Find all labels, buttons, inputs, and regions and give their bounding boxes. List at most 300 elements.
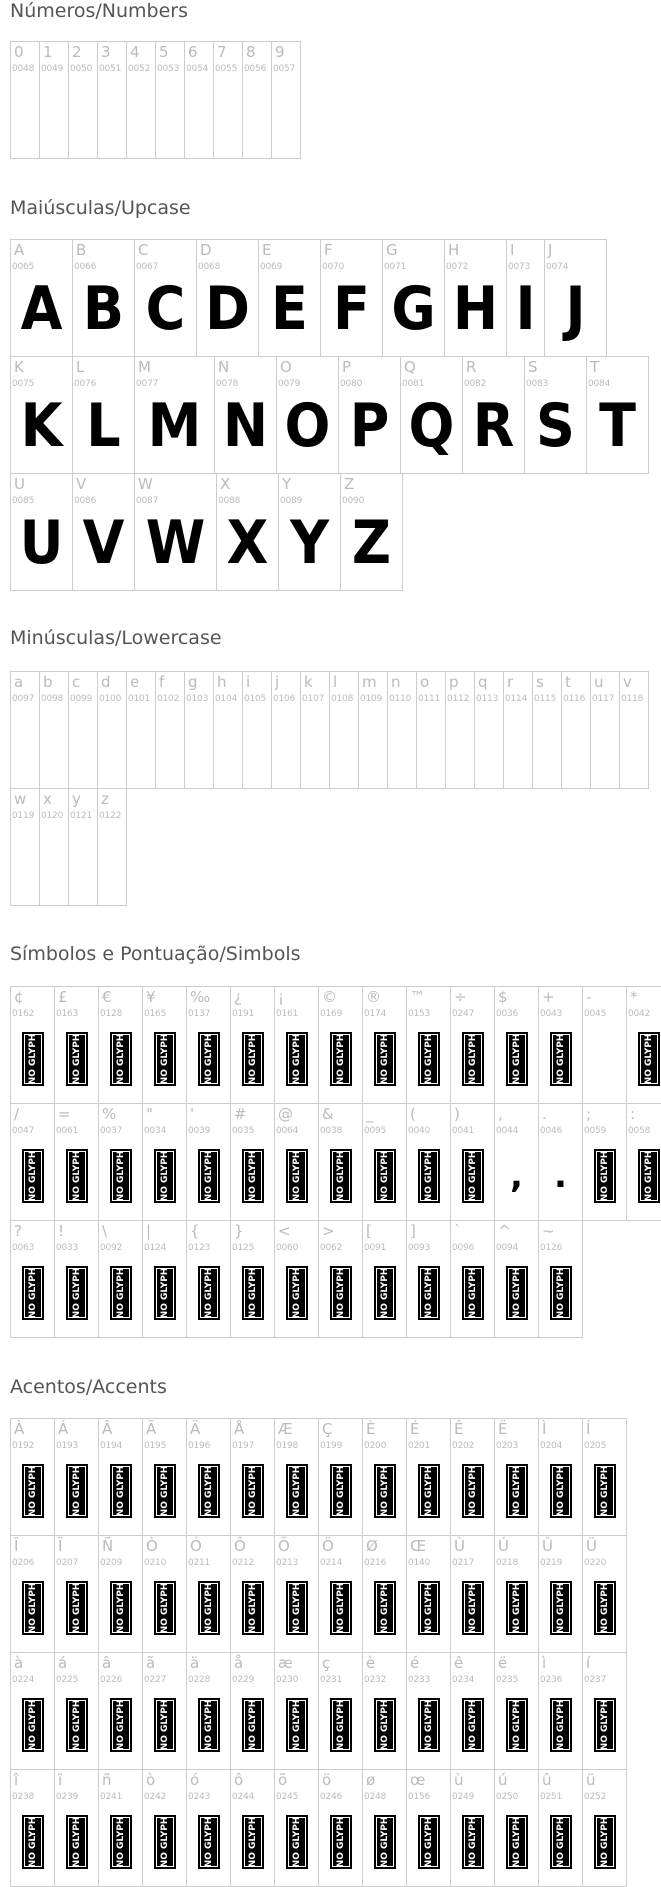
char-code: 0058	[628, 1126, 651, 1136]
glyph-cell	[230, 1652, 275, 1770]
glyph-cell	[72, 473, 135, 591]
char-code: 0082	[464, 379, 487, 389]
character-label: A	[14, 241, 25, 259]
glyph-preview: Y	[289, 508, 330, 578]
glyph-cell	[97, 788, 127, 906]
char-code: 0191	[232, 1009, 255, 1019]
character-label: Á	[58, 1420, 69, 1438]
character-label: I	[510, 241, 515, 259]
glyph-cell	[274, 1103, 319, 1221]
glyph-preview: O	[284, 391, 331, 461]
char-code: 0040	[408, 1126, 431, 1136]
char-code: 0081	[402, 379, 425, 389]
glyph-cell	[186, 1652, 231, 1770]
glyph-cell	[230, 1535, 275, 1653]
no-glyph-icon	[242, 1266, 264, 1320]
glyph-cell	[274, 986, 319, 1104]
glyph-cell	[155, 671, 185, 789]
char-code: 0226	[100, 1675, 123, 1685]
char-code: 0156	[408, 1792, 431, 1802]
glyph-cell	[318, 1769, 363, 1887]
glyph-cell	[450, 1652, 495, 1770]
char-code: 0035	[232, 1126, 255, 1136]
char-code: 0107	[302, 694, 325, 704]
char-code: 0227	[144, 1675, 167, 1685]
glyph-cell	[494, 1418, 539, 1536]
no-glyph-icon	[22, 1581, 44, 1635]
glyph-cell	[318, 1535, 363, 1653]
glyph-cell	[362, 986, 407, 1104]
char-code: 0062	[320, 1243, 343, 1253]
char-code: 0210	[144, 1558, 167, 1568]
glyph-cell	[186, 1769, 231, 1887]
character-label: M	[138, 358, 151, 376]
no-glyph-icon	[242, 1032, 264, 1086]
character-label: 2	[72, 43, 82, 61]
char-code: 0036	[496, 1009, 519, 1019]
glyph-cell	[582, 1769, 627, 1887]
glyph-cell	[586, 356, 649, 474]
char-code: 0092	[100, 1243, 123, 1253]
glyph-cell	[155, 41, 185, 159]
char-code: 0218	[496, 1558, 519, 1568]
char-code: 0111	[418, 694, 441, 704]
no-glyph-icon	[286, 1266, 308, 1320]
glyph-cell	[274, 1418, 319, 1536]
char-code: 0084	[588, 379, 611, 389]
character-label: ú	[498, 1771, 508, 1789]
character-label: Y	[282, 475, 292, 493]
no-glyph-icon	[550, 1581, 572, 1635]
glyph-preview: E	[271, 274, 308, 344]
section-title: Números/Numbers	[10, 0, 188, 22]
char-code: 0104	[215, 694, 238, 704]
char-code: 0214	[320, 1558, 343, 1568]
character-label: á	[58, 1654, 68, 1672]
char-code: 0165	[144, 1009, 167, 1019]
no-glyph-icon	[22, 1149, 44, 1203]
character-label: ,	[498, 1105, 503, 1123]
character-label: G	[386, 241, 398, 259]
character-label: $	[498, 988, 508, 1006]
glyph-preview: N	[222, 391, 269, 461]
char-code: 0061	[56, 1126, 79, 1136]
no-glyph-icon	[286, 1032, 308, 1086]
char-code: 0078	[216, 379, 239, 389]
char-code: 0193	[56, 1441, 79, 1451]
char-code: 0114	[505, 694, 528, 704]
char-code: 0059	[584, 1126, 607, 1136]
glyph-cell	[450, 1535, 495, 1653]
character-label: L	[76, 358, 85, 376]
character-label: v	[623, 673, 632, 691]
char-code: 0041	[452, 1126, 475, 1136]
glyph-cell	[494, 1220, 539, 1338]
character-label: "	[146, 1105, 153, 1123]
glyph-preview: R	[472, 391, 515, 461]
no-glyph-icon	[110, 1032, 132, 1086]
character-label: ç	[322, 1654, 331, 1672]
glyph-cell	[184, 41, 214, 159]
character-label: -	[586, 988, 592, 1006]
char-code: 0112	[447, 694, 470, 704]
char-code: 0248	[364, 1792, 387, 1802]
char-code: 0211	[188, 1558, 211, 1568]
no-glyph-icon	[550, 1698, 572, 1752]
char-code: 0229	[232, 1675, 255, 1685]
character-label: y	[72, 790, 81, 808]
glyph-cell	[54, 1535, 99, 1653]
character-label: B	[76, 241, 87, 259]
glyph-cell	[214, 356, 277, 474]
character-label: Å	[234, 1420, 245, 1438]
character-label: Œ	[410, 1537, 427, 1555]
char-code: 0216	[364, 1558, 387, 1568]
no-glyph-icon	[374, 1698, 396, 1752]
char-code: 0051	[99, 64, 122, 74]
character-label: N	[218, 358, 230, 376]
char-code: 0232	[364, 1675, 387, 1685]
char-code: 0174	[364, 1009, 387, 1019]
glyph-cell	[10, 1418, 55, 1536]
character-label: Ù	[454, 1537, 465, 1555]
glyph-cell	[274, 1652, 319, 1770]
character-label: Ò	[146, 1537, 158, 1555]
glyph-preview: Z	[351, 508, 392, 578]
glyph-cell	[134, 473, 217, 591]
glyph-cell	[68, 671, 98, 789]
character-label: ©	[322, 988, 337, 1006]
character-label: Ì	[542, 1420, 547, 1438]
no-glyph-icon	[242, 1149, 264, 1203]
glyph-cell	[318, 986, 363, 1104]
glyph-cell	[406, 986, 451, 1104]
character-label: F	[324, 241, 333, 259]
glyph-cell	[10, 1103, 55, 1221]
character-label: t	[565, 673, 571, 691]
char-code: 0044	[496, 1126, 519, 1136]
no-glyph-icon	[462, 1581, 484, 1635]
character-label: ™	[410, 988, 425, 1006]
glyph-cell	[186, 986, 231, 1104]
char-code: 0241	[100, 1792, 123, 1802]
glyph-preview: G	[391, 274, 436, 344]
char-code: 0239	[56, 1792, 79, 1802]
no-glyph-icon	[154, 1149, 176, 1203]
glyph-cell	[406, 1652, 451, 1770]
char-code: 0123	[188, 1243, 211, 1253]
character-label: V	[76, 475, 87, 493]
character-label: ;	[586, 1105, 592, 1123]
char-code: 0087	[136, 496, 159, 506]
char-code: 0074	[546, 262, 569, 272]
character-label: Ä	[190, 1420, 201, 1438]
glyph-cell	[54, 1652, 99, 1770]
char-code: 0246	[320, 1792, 343, 1802]
character-label: o	[420, 673, 430, 691]
char-code: 0089	[280, 496, 303, 506]
no-glyph-icon	[198, 1032, 220, 1086]
no-glyph-icon	[418, 1464, 440, 1518]
character-label: l	[333, 673, 338, 691]
character-label: :	[630, 1105, 636, 1123]
char-code: 0102	[157, 694, 180, 704]
char-code: 0231	[320, 1675, 343, 1685]
character-label: P	[342, 358, 352, 376]
character-label: 4	[130, 43, 140, 61]
glyph-cell	[186, 1535, 231, 1653]
character-label: |	[146, 1222, 152, 1240]
char-code: 0052	[128, 64, 151, 74]
char-code: 0065	[12, 262, 35, 272]
char-code: 0153	[408, 1009, 431, 1019]
character-label: î	[14, 1771, 19, 1789]
character-label: ë	[498, 1654, 508, 1672]
glyph-cell	[532, 671, 562, 789]
character-label: Ú	[498, 1537, 509, 1555]
glyph-cell	[318, 1103, 363, 1221]
character-label: õ	[278, 1771, 288, 1789]
character-label: c	[72, 673, 81, 691]
character-label: £	[58, 988, 68, 1006]
no-glyph-icon	[110, 1581, 132, 1635]
char-code: 0054	[186, 64, 209, 74]
glyph-preview: W	[145, 508, 206, 578]
char-code: 0200	[364, 1441, 387, 1451]
no-glyph-icon	[638, 1032, 660, 1086]
no-glyph-icon	[594, 1464, 616, 1518]
glyph-cell	[54, 1769, 99, 1887]
character-label: i	[246, 673, 251, 691]
character-label: H	[448, 241, 460, 259]
character-label: a	[14, 673, 24, 691]
char-code: 0250	[496, 1792, 519, 1802]
character-label: Z	[344, 475, 355, 493]
char-code: 0071	[384, 262, 407, 272]
no-glyph-icon	[22, 1266, 44, 1320]
glyph-cell	[400, 356, 463, 474]
no-glyph-icon	[374, 1464, 396, 1518]
no-glyph-icon	[66, 1266, 88, 1320]
character-label: _	[366, 1105, 374, 1123]
glyph-cell	[320, 239, 383, 357]
no-glyph-icon	[286, 1464, 308, 1518]
char-code: 0043	[540, 1009, 563, 1019]
glyph-cell	[242, 41, 272, 159]
character-label: ¡	[278, 988, 285, 1006]
section-title: Maiúsculas/Upcase	[10, 197, 191, 219]
character-label: Ü	[586, 1537, 597, 1555]
glyph-cell	[196, 239, 259, 357]
character-label: Â	[102, 1420, 113, 1438]
glyph-cell	[318, 1418, 363, 1536]
glyph-preview: U	[19, 508, 64, 578]
character-label: J	[548, 241, 553, 259]
char-code: 0055	[215, 64, 238, 74]
char-code: 0069	[260, 262, 283, 272]
char-code: 0106	[273, 694, 296, 704]
char-code: 0038	[320, 1126, 343, 1136]
glyph-cell	[54, 986, 99, 1104]
char-code: 0076	[74, 379, 97, 389]
char-code: 0238	[12, 1792, 35, 1802]
character-label: ¢	[14, 988, 24, 1006]
section-title: Acentos/Accents	[10, 1376, 167, 1398]
char-code: 0212	[232, 1558, 255, 1568]
section-title: Símbolos e Pontuação/Simbols	[10, 943, 301, 965]
character-label: /	[14, 1105, 20, 1123]
glyph-cell	[494, 1652, 539, 1770]
glyph-cell	[186, 1220, 231, 1338]
glyph-preview: P	[349, 391, 390, 461]
no-glyph-icon	[506, 1266, 528, 1320]
glyph-cell	[39, 788, 69, 906]
character-label: Ø	[366, 1537, 378, 1555]
char-code: 0207	[56, 1558, 79, 1568]
character-label: 0	[14, 43, 24, 61]
character-label: @	[278, 1105, 293, 1123]
character-label: ü	[586, 1771, 596, 1789]
char-code: 0126	[540, 1243, 563, 1253]
character-label: p	[449, 673, 459, 691]
character-label: €	[102, 988, 112, 1006]
no-glyph-icon	[594, 1149, 616, 1203]
char-code: 0163	[56, 1009, 79, 1019]
char-code: 0225	[56, 1675, 79, 1685]
glyph-cell	[362, 1418, 407, 1536]
character-label: Ê	[454, 1420, 464, 1438]
character-label: Õ	[278, 1537, 290, 1555]
glyph-cell	[72, 239, 135, 357]
glyph-cell	[445, 671, 475, 789]
glyph-cell	[362, 1103, 407, 1221]
character-label: è	[366, 1654, 376, 1672]
glyph-cell	[362, 1220, 407, 1338]
glyph-cell	[186, 1103, 231, 1221]
glyph-preview: Q	[408, 391, 455, 461]
no-glyph-icon	[330, 1149, 352, 1203]
char-code: 0057	[273, 64, 296, 74]
char-code: 0128	[100, 1009, 123, 1019]
character-label: ¿	[234, 988, 242, 1006]
glyph-cell	[142, 986, 187, 1104]
character-label: %	[102, 1105, 117, 1123]
char-code: 0242	[144, 1792, 167, 1802]
character-label: ô	[234, 1771, 244, 1789]
glyph-cell	[10, 356, 73, 474]
char-code: 0230	[276, 1675, 299, 1685]
glyph-cell	[142, 1535, 187, 1653]
character-label: à	[14, 1654, 24, 1672]
character-label: C	[138, 241, 149, 259]
glyph-cell	[258, 239, 321, 357]
character-label: Æ	[278, 1420, 293, 1438]
char-code: 0072	[446, 262, 469, 272]
no-glyph-icon	[66, 1698, 88, 1752]
character-label: ù	[454, 1771, 464, 1789]
glyph-cell	[98, 1103, 143, 1221]
no-glyph-icon	[462, 1032, 484, 1086]
no-glyph-icon	[418, 1581, 440, 1635]
character-label: ã	[146, 1654, 156, 1672]
char-code: 0116	[563, 694, 586, 704]
char-code: 0064	[276, 1126, 299, 1136]
character-label: ~	[542, 1222, 555, 1240]
char-code: 0042	[628, 1009, 651, 1019]
no-glyph-icon	[110, 1815, 132, 1869]
char-code: 0247	[452, 1009, 475, 1019]
glyph-cell	[619, 671, 649, 789]
no-glyph-icon	[110, 1266, 132, 1320]
glyph-cell	[450, 1769, 495, 1887]
glyph-cell	[582, 1103, 627, 1221]
glyph-cell	[416, 671, 446, 789]
character-label: `	[454, 1222, 462, 1240]
char-code: 0192	[12, 1441, 35, 1451]
char-code: 0094	[496, 1243, 519, 1253]
char-code: 0118	[621, 694, 644, 704]
char-code: 0063	[12, 1243, 35, 1253]
glyph-cell	[462, 356, 525, 474]
no-glyph-icon	[286, 1149, 308, 1203]
glyph-cell	[10, 41, 40, 159]
char-code: 0162	[12, 1009, 35, 1019]
glyph-cell	[538, 1220, 583, 1338]
glyph-cell	[134, 356, 215, 474]
glyph-preview: C	[145, 274, 186, 344]
char-code: 0205	[584, 1441, 607, 1451]
character-label: \	[102, 1222, 108, 1240]
character-label: e	[130, 673, 140, 691]
char-code: 0121	[70, 811, 93, 821]
character-label: Î	[14, 1537, 19, 1555]
character-label: (	[410, 1105, 416, 1123]
char-code: 0228	[188, 1675, 211, 1685]
character-label: ì	[542, 1654, 547, 1672]
character-label: í	[586, 1654, 591, 1672]
character-label: &	[322, 1105, 334, 1123]
character-label: S	[528, 358, 538, 376]
char-code: 0219	[540, 1558, 563, 1568]
no-glyph-icon	[506, 1032, 528, 1086]
no-glyph-icon	[374, 1266, 396, 1320]
character-label: h	[217, 673, 227, 691]
char-code: 0195	[144, 1441, 167, 1451]
char-code: 0067	[136, 262, 159, 272]
glyph-cell	[524, 356, 587, 474]
glyph-preview: J	[565, 274, 586, 344]
char-code: 0249	[452, 1792, 475, 1802]
character-label: Ç	[322, 1420, 333, 1438]
character-label: }	[234, 1222, 244, 1240]
no-glyph-icon	[462, 1149, 484, 1203]
character-label: q	[478, 673, 488, 691]
character-label: U	[14, 475, 25, 493]
glyph-cell	[582, 1418, 627, 1536]
char-code: 0045	[584, 1009, 607, 1019]
glyph-cell	[98, 1418, 143, 1536]
glyph-cell	[98, 986, 143, 1104]
glyph-cell	[54, 1418, 99, 1536]
glyph-cell	[213, 41, 243, 159]
no-glyph-icon	[66, 1032, 88, 1086]
character-label: À	[14, 1420, 25, 1438]
character-label: ñ	[102, 1771, 112, 1789]
glyph-cell	[278, 473, 341, 591]
glyph-cell	[39, 41, 69, 159]
no-glyph-icon	[462, 1698, 484, 1752]
glyph-cell	[126, 671, 156, 789]
